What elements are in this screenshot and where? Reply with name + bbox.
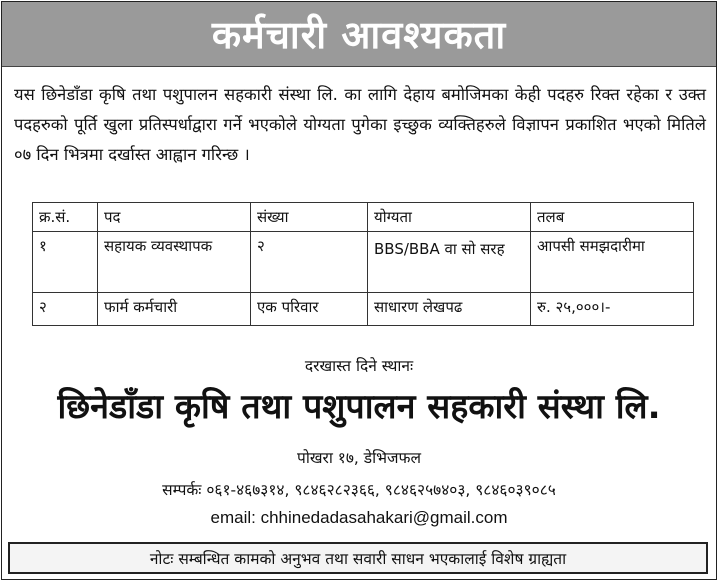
- cell-count: २: [251, 232, 368, 293]
- advertisement-page: [1, 1, 717, 580]
- note-text: नोटः सम्बन्धित कामको अनुभव तथा सवारी साधन भएकालाई विशेष ग्राह्यता: [149, 550, 567, 568]
- title-banner: [2, 2, 716, 67]
- header-count: संख्या: [251, 203, 368, 232]
- cell-count: एक परिवार: [251, 293, 368, 326]
- cell-qualification: BBS/BBA वा सो सरह: [368, 232, 531, 293]
- note-banner: [8, 542, 708, 574]
- cell-post: फार्म कर्मचारी: [98, 293, 251, 326]
- header-post: पद: [98, 203, 251, 232]
- cell-salary: रु. २५,०००।-: [531, 293, 694, 326]
- header-serial: क्र.सं.: [33, 203, 98, 232]
- cell-salary: आपसी समझदारीमा: [531, 232, 694, 293]
- header-salary: तलब: [531, 203, 694, 232]
- page-title: कर्मचारी आवश्यकता: [211, 13, 507, 57]
- table-row: [33, 232, 694, 293]
- cell-serial: २: [33, 293, 98, 326]
- application-place-label: दरखास्त दिने स्थानः: [304, 357, 414, 375]
- cell-qualification: साधारण लेखपढ: [368, 293, 531, 326]
- header-qualification: योग्यता: [368, 203, 531, 232]
- cell-serial: १: [33, 232, 98, 293]
- cell-post: सहायक व्यवस्थापक: [98, 232, 251, 293]
- table-header-row: [33, 203, 694, 232]
- table-row: [33, 293, 694, 326]
- address: पोखरा १७, डेभिजफल: [297, 449, 421, 467]
- contact-numbers: सम्पर्कः ०६१-४६७३१४, ९८४६२८२३६६, ९८४६२५७४०३, ९८४६०३९०८५: [162, 481, 556, 499]
- email-address: email: chhinedadasahakari@gmail.com: [210, 508, 508, 527]
- organization-name: छिनेडाँडा कृषि तथा पशुपालन सहकारी संस्था लि.: [57, 387, 661, 427]
- vacancy-table: [32, 202, 694, 326]
- intro-paragraph: यस छिनेडाँडा कृषि तथा पशुपालन सहकारी संस्था लि. का लागि देहाय बमोजिमका केही पदहरु रिक्त रहेका र उक्त पदहरुको पूर्ति खुला प्रतिस्पर्धाद्वारा गर्ने भएकोले योग्यता पुगेका इच्छुक व्यक्तिहरुले विज्ञापन प्रकाशित भएको मितिले ०७ दिन भित्रमा दर्खास्त आह्वान गरिन्छ ।: [14, 85, 706, 164]
